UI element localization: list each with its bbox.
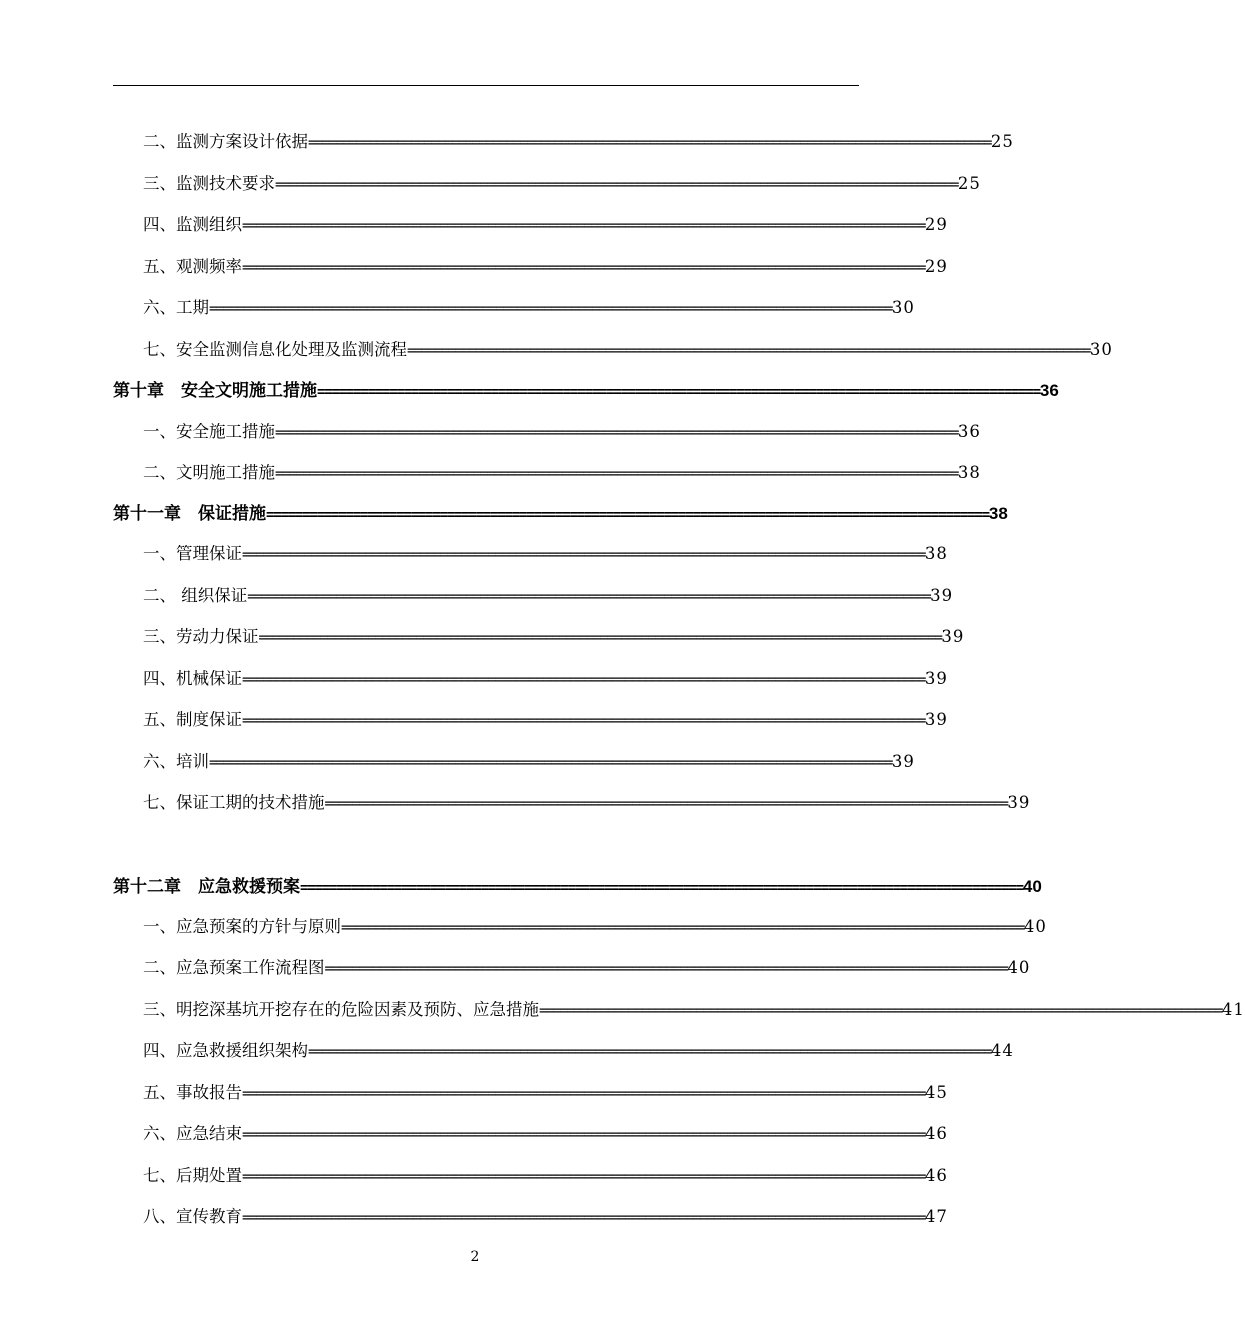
toc-entry-page: 30 bbox=[891, 298, 915, 317]
toc-entry-page: 29 bbox=[924, 257, 948, 276]
toc-entry-page: 39 bbox=[930, 586, 954, 605]
toc-entry[interactable] bbox=[143, 1120, 948, 1144]
toc-entry[interactable] bbox=[143, 1079, 948, 1103]
toc-entry-page: 39 bbox=[941, 627, 965, 646]
toc-entry[interactable] bbox=[143, 170, 981, 194]
toc-entry-label: 三、明挖深基坑开挖存在的危险因素及预防、应急措施 bbox=[143, 1000, 539, 1019]
toc-entry-page: 38 bbox=[924, 544, 948, 563]
toc-leader: ==================================================================================================== bbox=[317, 384, 1040, 400]
toc-entry-page: 45 bbox=[924, 1083, 948, 1102]
toc-entry[interactable] bbox=[143, 459, 981, 483]
toc-entry-label: 五、制度保证 bbox=[143, 710, 242, 729]
toc-entry-page: 25 bbox=[957, 174, 981, 193]
toc-chapter-page: 38 bbox=[988, 504, 1008, 523]
toc-chapter-label: 第十二章 应急救援预案 bbox=[113, 877, 300, 897]
toc-entry-label: 一、管理保证 bbox=[143, 544, 242, 563]
toc-entry[interactable] bbox=[143, 665, 948, 689]
toc-chapter-page: 36 bbox=[1039, 381, 1059, 400]
toc-entry-page: 39 bbox=[924, 669, 948, 688]
toc-entry-label: 七、保证工期的技术措施 bbox=[143, 793, 325, 812]
toc-entry[interactable] bbox=[143, 913, 1047, 937]
toc-entry-page: 38 bbox=[957, 463, 981, 482]
toc-entry-page: 46 bbox=[924, 1124, 948, 1143]
toc-leader: ==================================================================================================== bbox=[242, 1169, 925, 1185]
toc-leader: ==================================================================================================== bbox=[242, 1210, 925, 1226]
toc-leader: ==================================================================================================== bbox=[258, 630, 942, 646]
toc-entry-label: 一、应急预案的方针与原则 bbox=[143, 917, 341, 936]
toc-leader: ==================================================================================================== bbox=[308, 135, 991, 151]
toc-entry-page: 30 bbox=[1089, 340, 1113, 359]
toc-entry[interactable] bbox=[143, 128, 1014, 152]
toc-leader: ==================================================================================================== bbox=[209, 301, 892, 317]
toc-entry-page: 44 bbox=[990, 1041, 1014, 1060]
toc-entry[interactable] bbox=[143, 253, 948, 277]
toc-leader: ==================================================================================================== bbox=[266, 507, 989, 523]
toc-entry-label: 六、应急结束 bbox=[143, 1124, 242, 1143]
toc-entry-label: 一、安全施工措施 bbox=[143, 422, 275, 441]
toc-leader: ==================================================================================================== bbox=[308, 1044, 991, 1060]
toc-leader: ==================================================================================================== bbox=[324, 796, 1008, 812]
toc-entry-page: 46 bbox=[924, 1166, 948, 1185]
toc-leader: ==================================================================================================== bbox=[300, 880, 1023, 896]
toc-entry-page: 36 bbox=[957, 422, 981, 441]
toc-leader: ==================================================================================================== bbox=[539, 1003, 1222, 1019]
toc-entry[interactable] bbox=[143, 336, 1113, 360]
toc-leader: ==================================================================================================== bbox=[275, 425, 958, 441]
toc-entry-page: 25 bbox=[990, 132, 1014, 151]
toc-leader: ==================================================================================================== bbox=[247, 589, 931, 605]
toc-entry[interactable] bbox=[143, 789, 1031, 813]
toc-entry-label: 三、劳动力保证 bbox=[143, 627, 259, 646]
toc-entry-page: 39 bbox=[1007, 793, 1031, 812]
toc-entry-label: 六、培训 bbox=[143, 752, 209, 771]
toc-entry-page: 29 bbox=[924, 215, 948, 234]
toc-entry[interactable] bbox=[143, 294, 915, 318]
toc-leader: ==================================================================================================== bbox=[407, 343, 1090, 359]
toc-entry[interactable] bbox=[143, 1037, 1014, 1061]
toc-entry[interactable] bbox=[143, 1203, 948, 1227]
toc-entry-label: 二、监测方案设计依据 bbox=[143, 132, 308, 151]
toc-entry-label: 六、工期 bbox=[143, 298, 209, 317]
toc-entry-label: 四、监测组织 bbox=[143, 215, 242, 234]
toc-entry-label: 二、应急预案工作流程图 bbox=[143, 958, 325, 977]
toc-entry[interactable] bbox=[143, 748, 915, 772]
toc-entry-page: 47 bbox=[924, 1207, 948, 1226]
toc-leader: ==================================================================================================== bbox=[341, 920, 1024, 936]
toc-entry[interactable] bbox=[143, 582, 954, 606]
toc-entry[interactable] bbox=[143, 418, 981, 442]
toc-entry-label: 三、监测技术要求 bbox=[143, 174, 275, 193]
toc-leader: ==================================================================================================== bbox=[242, 1086, 925, 1102]
toc-entry[interactable] bbox=[143, 211, 948, 235]
toc-entry[interactable] bbox=[143, 623, 965, 647]
toc-leader: ==================================================================================================== bbox=[242, 672, 925, 688]
toc-leader: ==================================================================================================== bbox=[209, 755, 892, 771]
toc-entry-label: 七、后期处置 bbox=[143, 1166, 242, 1185]
toc-chapter-entry[interactable] bbox=[113, 872, 1042, 897]
toc-entry-label: 五、事故报告 bbox=[143, 1083, 242, 1102]
toc-entry-label: 四、应急救援组织架构 bbox=[143, 1041, 308, 1060]
toc-chapter-entry[interactable] bbox=[113, 499, 1008, 524]
toc-entry-page: 39 bbox=[891, 752, 915, 771]
toc-entry-page: 39 bbox=[924, 710, 948, 729]
toc-entry[interactable] bbox=[143, 540, 948, 564]
toc-leader: ==================================================================================================== bbox=[275, 466, 958, 482]
toc-entry-page: 40 bbox=[1007, 958, 1031, 977]
toc-entry[interactable] bbox=[143, 996, 1245, 1020]
toc-entry-label: 八、宣传教育 bbox=[143, 1207, 242, 1226]
toc-leader: ==================================================================================================== bbox=[242, 547, 925, 563]
page-number: 2 bbox=[470, 1249, 480, 1265]
toc-entry-label: 四、机械保证 bbox=[143, 669, 242, 688]
toc-entry[interactable] bbox=[143, 706, 948, 730]
toc-entry-label: 二、 组织保证 bbox=[143, 586, 248, 605]
toc-entry-label: 五、观测频率 bbox=[143, 257, 242, 276]
toc-entry[interactable] bbox=[143, 954, 1031, 978]
toc-entry-label: 七、安全监测信息化处理及监测流程 bbox=[143, 340, 407, 359]
toc-entry-page: 41 bbox=[1221, 1000, 1245, 1019]
toc-leader: ==================================================================================================== bbox=[242, 713, 925, 729]
toc-entry-page: 40 bbox=[1023, 917, 1047, 936]
toc-entry[interactable] bbox=[143, 1162, 948, 1186]
toc-chapter-entry[interactable] bbox=[113, 376, 1059, 401]
toc-leader: ==================================================================================================== bbox=[242, 218, 925, 234]
toc-leader: ==================================================================================================== bbox=[242, 260, 925, 276]
toc-leader: ==================================================================================================== bbox=[275, 177, 958, 193]
toc-chapter-label: 第十一章 保证措施 bbox=[113, 504, 266, 524]
toc-leader: ==================================================================================================== bbox=[324, 961, 1008, 977]
toc-chapter-label: 第十章 安全文明施工措施 bbox=[113, 381, 317, 401]
toc-leader: ==================================================================================================== bbox=[242, 1127, 925, 1143]
toc-chapter-page: 40 bbox=[1022, 877, 1042, 896]
header-rule bbox=[113, 85, 859, 86]
toc-entry-label: 二、文明施工措施 bbox=[143, 463, 275, 482]
